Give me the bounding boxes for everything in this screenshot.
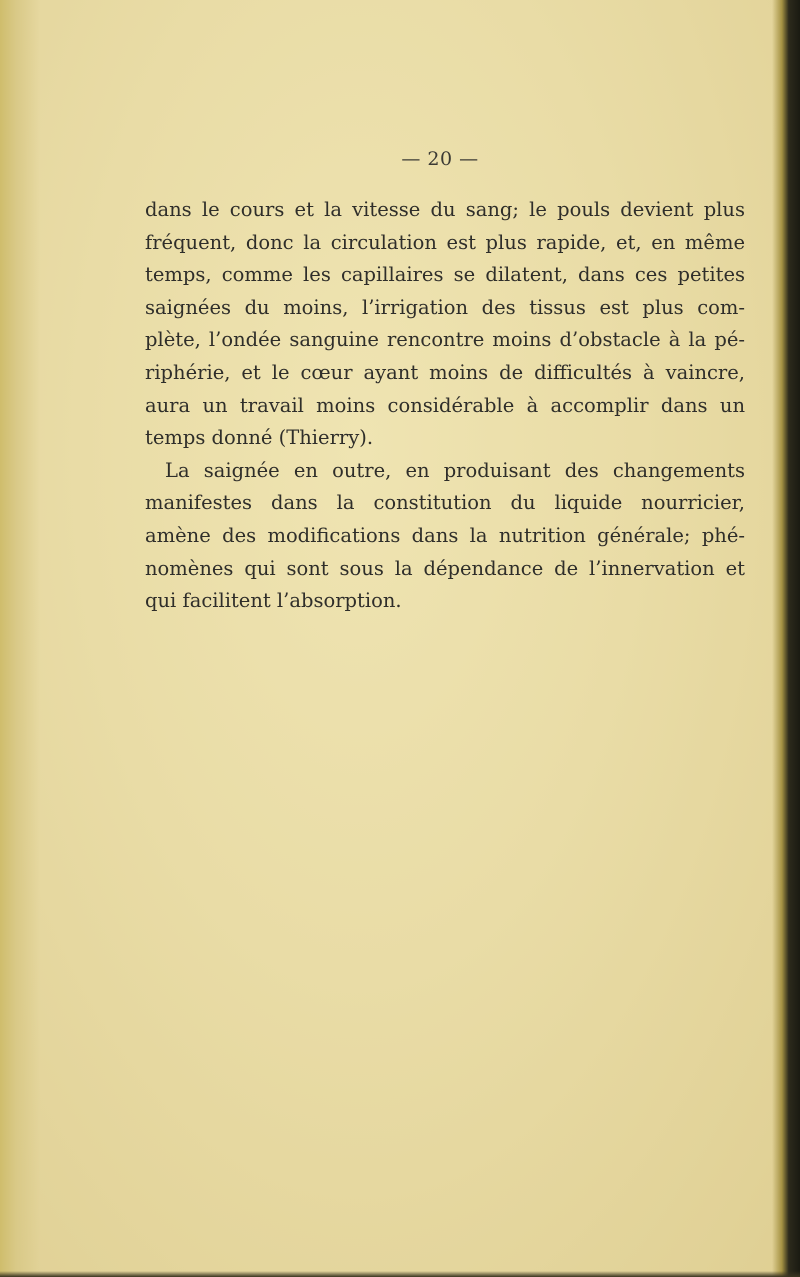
text-line: plète, l’ondée sanguine rencontre moins d’obstacle à la pé-: [145, 328, 745, 352]
page-bottom-edge: [0, 1271, 800, 1277]
text-line: dans le cours et la vitesse du sang; le pouls devient plus: [145, 198, 745, 221]
page-binding-edge: [772, 0, 800, 1277]
text-line: manifestes dans la constitution du liquide nourricier,: [145, 491, 745, 515]
page-left-shadow: [0, 0, 40, 1277]
text-line: riphérie, et le cœur ayant moins de difficultés à vaincre,: [145, 360, 745, 384]
text-line: temps donné (Thierry).: [145, 426, 374, 450]
page-number: — 20 —: [401, 148, 479, 170]
body-text: [145, 194, 745, 618]
text-line: aura un travail moins considérable à accomplir dans un: [145, 393, 745, 417]
text-line: temps, comme les capillaires se dilatent, dans ces petites: [145, 263, 745, 287]
text-line: saignées du moins, l’irrigation des tissus est plus com-: [145, 295, 745, 319]
text-line: fréquent, donc la circulation est plus rapide, et, en même: [145, 230, 745, 254]
text-line: qui facilitent l’absorption.: [145, 589, 402, 613]
text-line: La saignée en outre, en produisant des changements: [165, 458, 745, 482]
text-line: nomènes qui sont sous la dépendance de l’innervation et: [145, 556, 745, 580]
text-line: amène des modifications dans la nutrition générale; phé-: [145, 523, 745, 547]
